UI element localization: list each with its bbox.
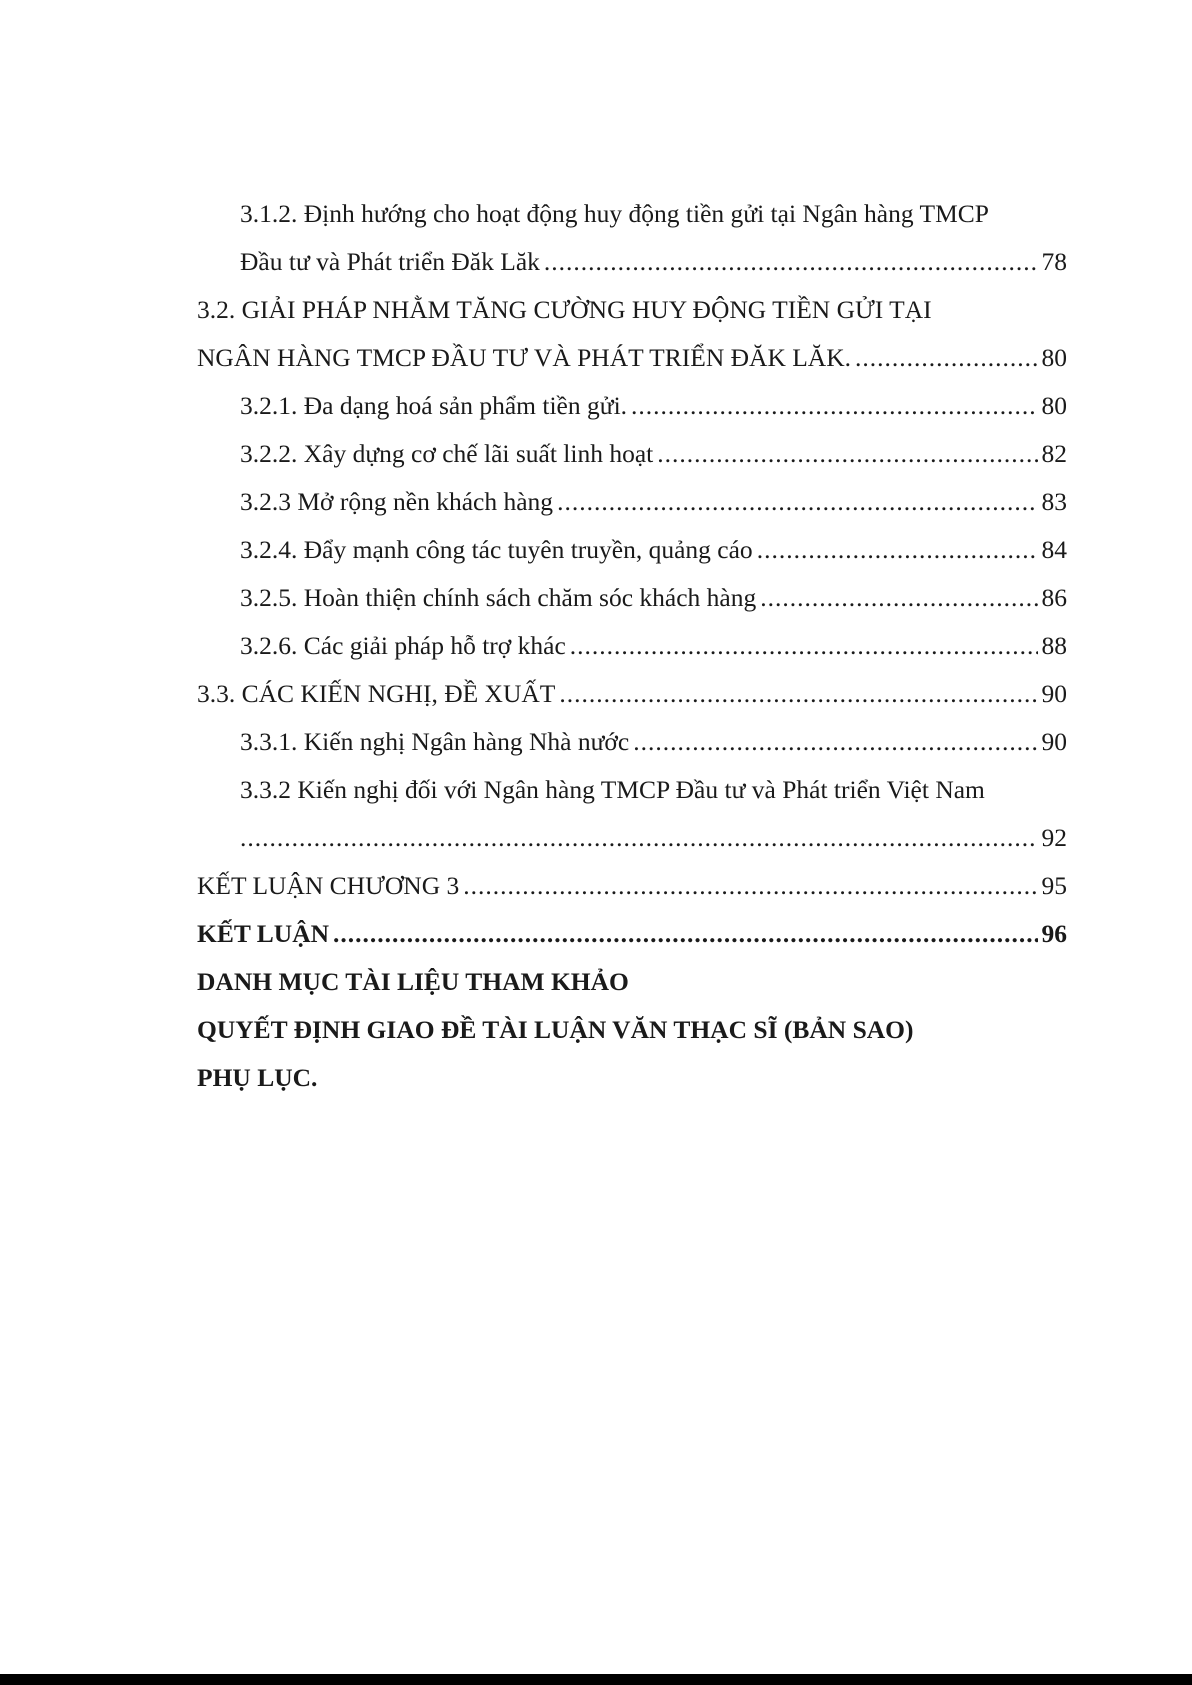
toc-entry-3-2-3 xyxy=(197,478,1067,526)
dot-leader xyxy=(559,670,1037,718)
toc-page-number: 96 xyxy=(1041,919,1067,948)
toc-entry-3-3 xyxy=(197,670,1067,718)
dot-leader xyxy=(855,334,1037,382)
toc-entry-quyet-dinh xyxy=(197,1006,1067,1054)
toc-entry-3-2-line1 xyxy=(197,286,1067,334)
toc-entry-title: 3.3.2 Kiến nghị đối với Ngân hàng TMCP Đầu tư và Phát triển Việt Nam xyxy=(240,775,985,804)
toc-entry-phu-luc xyxy=(197,1054,1067,1102)
toc-page-number: 80 xyxy=(1041,391,1067,420)
toc-entry-ket-luan-chuong-3 xyxy=(197,862,1067,910)
toc-entry-danh-muc xyxy=(197,958,1067,1006)
dot-leader xyxy=(557,478,1037,526)
toc-entry-title: 3.3. CÁC KIẾN NGHỊ, ĐỀ XUẤT xyxy=(197,679,556,708)
dot-leader xyxy=(570,622,1038,670)
toc-entry-title: KẾT LUẬN xyxy=(197,919,330,948)
toc-entry-title: Đầu tư và Phát triển Đăk Lăk xyxy=(240,247,540,276)
toc-page-number: 83 xyxy=(1041,487,1067,516)
toc-page-number: 78 xyxy=(1041,247,1067,276)
toc-page-number: 92 xyxy=(1041,823,1067,852)
toc-entry-3-3-1 xyxy=(197,718,1067,766)
toc-entry-title: 3.2.1. Đa dạng hoá sản phẩm tiền gửi. xyxy=(240,391,628,420)
toc-page-number: 90 xyxy=(1041,679,1067,708)
dot-leader xyxy=(631,382,1037,430)
toc-page-number: 84 xyxy=(1041,535,1067,564)
dot-leader xyxy=(760,574,1037,622)
toc-entry-3-3-2-line2 xyxy=(197,814,1067,862)
dot-leader xyxy=(463,862,1037,910)
toc-entry-title: 3.2.4. Đẩy mạnh công tác tuyên truyền, quảng cáo xyxy=(240,535,753,564)
toc-entry-title: PHỤ LỤC. xyxy=(197,1063,318,1092)
dot-leader xyxy=(757,526,1038,574)
toc-entry-3-2-2 xyxy=(197,430,1067,478)
dot-leader xyxy=(657,430,1037,478)
toc-page-number: 86 xyxy=(1041,583,1067,612)
toc-entry-3-2-4 xyxy=(197,526,1067,574)
toc-entry-3-2-line2 xyxy=(197,334,1067,382)
toc-page-number: 82 xyxy=(1041,439,1067,468)
toc-entry-3-2-6 xyxy=(197,622,1067,670)
dot-leader xyxy=(240,814,1038,862)
toc-entry-3-1-2-line2 xyxy=(197,238,1067,286)
toc-page-number: 80 xyxy=(1041,343,1067,372)
page-bottom-edge xyxy=(0,1674,1192,1685)
dot-leader xyxy=(333,910,1037,958)
toc-entry-title: 3.2.5. Hoàn thiện chính sách chăm sóc khách hàng xyxy=(240,583,757,612)
toc-entry-3-2-1 xyxy=(197,382,1067,430)
toc-entry-title: 3.2. GIẢI PHÁP NHẰM TĂNG CƯỜNG HUY ĐỘNG TIỀN GỬI TẠI xyxy=(197,295,932,324)
toc-page-number: 95 xyxy=(1041,871,1067,900)
toc-entry-title: 3.2.2. Xây dựng cơ chế lãi suất linh hoạt xyxy=(240,439,654,468)
toc-entry-title: 3.1.2. Định hướng cho hoạt động huy động tiền gửi tại Ngân hàng TMCP xyxy=(240,199,989,228)
toc-entry-3-2-5 xyxy=(197,574,1067,622)
toc-entry-title: NGÂN HÀNG TMCP ĐẦU TƯ VÀ PHÁT TRIỂN ĐĂK LĂK. xyxy=(197,343,852,372)
table-of-contents xyxy=(197,190,1067,1102)
toc-page-number: 88 xyxy=(1041,631,1067,660)
toc-entry-title: KẾT LUẬN CHƯƠNG 3 xyxy=(197,871,460,900)
dot-leader xyxy=(544,238,1038,286)
toc-entry-3-3-2-line1 xyxy=(197,766,1067,814)
toc-entry-title: 3.3.1. Kiến nghị Ngân hàng Nhà nước xyxy=(240,727,630,756)
toc-entry-title: 3.2.3 Mở rộng nền khách hàng xyxy=(240,487,554,516)
toc-entry-ket-luan xyxy=(197,910,1067,958)
toc-entry-title: 3.2.6. Các giải pháp hỗ trợ khác xyxy=(240,631,566,660)
dot-leader xyxy=(633,718,1037,766)
toc-entry-title: QUYẾT ĐỊNH GIAO ĐỀ TÀI LUẬN VĂN THẠC SĨ (BẢN SAO) xyxy=(197,1015,914,1044)
toc-entry-3-1-2-line1 xyxy=(197,190,1067,238)
toc-entry-title: DANH MỤC TÀI LIỆU THAM KHẢO xyxy=(197,967,629,996)
toc-page-number: 90 xyxy=(1041,727,1067,756)
